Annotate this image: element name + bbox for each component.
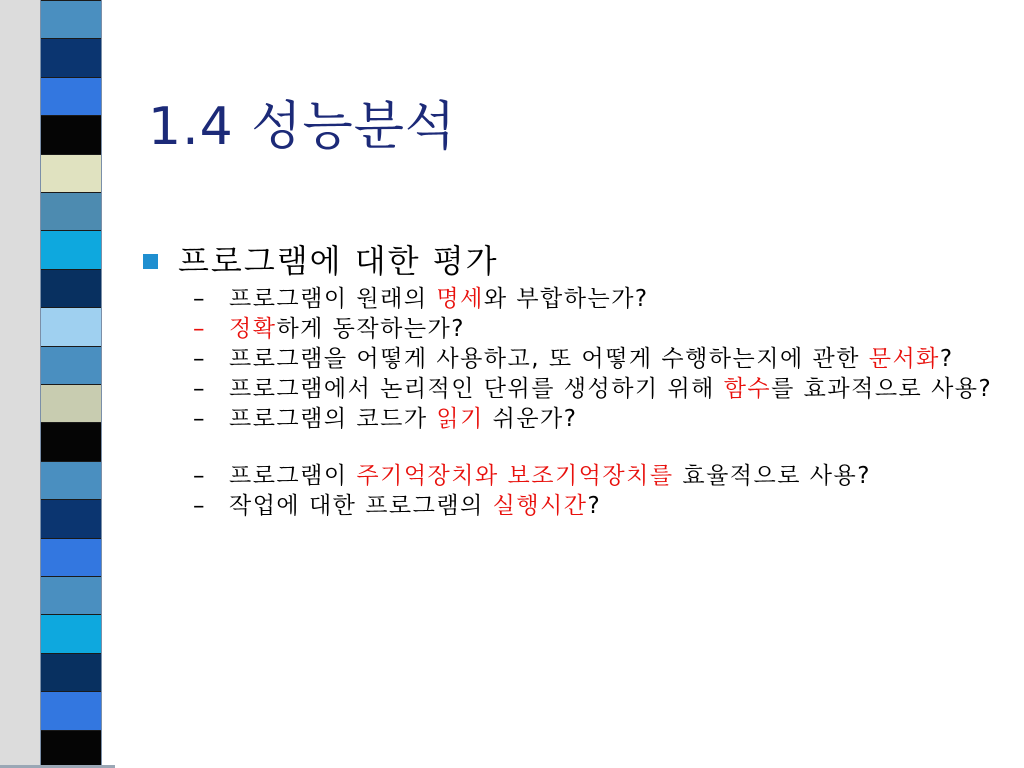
highlight-text: 명세 bbox=[436, 286, 484, 312]
item-text: 효율적으로 사용? bbox=[673, 463, 871, 489]
color-band bbox=[41, 691, 101, 730]
item-text: 프로그램에서 논리적인 단위를 생성하기 위해 bbox=[229, 376, 724, 402]
item-text: ? bbox=[939, 346, 954, 372]
left-decor-strip bbox=[0, 0, 40, 768]
highlight-text: 문서화 bbox=[868, 346, 940, 372]
color-band bbox=[41, 346, 101, 385]
item-text: 프로그램의 코드가 bbox=[229, 406, 437, 432]
dash-marker: – bbox=[193, 316, 206, 342]
list-item bbox=[193, 491, 993, 521]
color-band bbox=[41, 422, 101, 461]
color-band bbox=[41, 538, 101, 577]
color-band bbox=[41, 730, 101, 768]
color-band bbox=[41, 115, 101, 154]
dash-marker: – bbox=[193, 406, 206, 432]
list-item bbox=[193, 314, 993, 344]
main-bullet bbox=[143, 236, 499, 282]
list-item bbox=[193, 344, 993, 374]
color-band bbox=[41, 0, 101, 39]
item-text: 작업에 대한 프로그램의 bbox=[229, 493, 493, 519]
color-band bbox=[41, 154, 101, 193]
list-item bbox=[193, 404, 993, 434]
highlight-text: 실행시간 bbox=[492, 493, 588, 519]
item-text: 프로그램을 어떻게 사용하고, 또 어떻게 수행하는지에 관한 bbox=[229, 346, 869, 372]
dash-marker: – bbox=[193, 346, 206, 372]
color-band bbox=[41, 38, 101, 77]
color-band bbox=[41, 653, 101, 692]
dash-marker: – bbox=[193, 493, 206, 519]
sub-bullet-list bbox=[193, 284, 993, 521]
color-band bbox=[41, 269, 101, 308]
highlight-text: 읽기 bbox=[436, 406, 484, 432]
list-item bbox=[193, 461, 993, 491]
color-band bbox=[41, 192, 101, 231]
square-bullet-icon bbox=[143, 254, 158, 269]
color-band bbox=[41, 461, 101, 500]
color-band bbox=[41, 614, 101, 653]
list-spacer bbox=[193, 434, 993, 461]
color-band bbox=[41, 230, 101, 269]
highlight-text: 정확 bbox=[229, 316, 277, 342]
dash-marker: – bbox=[193, 376, 206, 402]
slide-title: 1.4 성능분석 bbox=[148, 97, 457, 157]
item-text: ? bbox=[587, 493, 602, 519]
list-item bbox=[193, 284, 993, 314]
color-band bbox=[41, 77, 101, 116]
item-text: 를 효과적으로 사용? bbox=[771, 376, 993, 402]
dash-marker: – bbox=[193, 286, 206, 312]
item-text: 프로그램이 원래의 bbox=[229, 286, 437, 312]
item-text: 프로그램이 bbox=[229, 463, 357, 489]
color-band bbox=[41, 384, 101, 423]
highlight-text: 주기억장치와 보조기억장치를 bbox=[356, 463, 674, 489]
main-bullet-text: 프로그램에 대한 평가 bbox=[178, 242, 499, 280]
color-band bbox=[41, 576, 101, 615]
color-band bbox=[41, 307, 101, 346]
list-item bbox=[193, 374, 993, 404]
highlight-text: 함수 bbox=[723, 376, 772, 402]
item-text: 하게 동작하는가? bbox=[276, 316, 465, 342]
item-text: 쉬운가? bbox=[483, 406, 578, 432]
dash-marker: – bbox=[193, 463, 206, 489]
color-band bbox=[41, 499, 101, 538]
decorative-color-bands bbox=[40, 0, 102, 768]
item-text: 와 부합하는가? bbox=[483, 286, 649, 312]
